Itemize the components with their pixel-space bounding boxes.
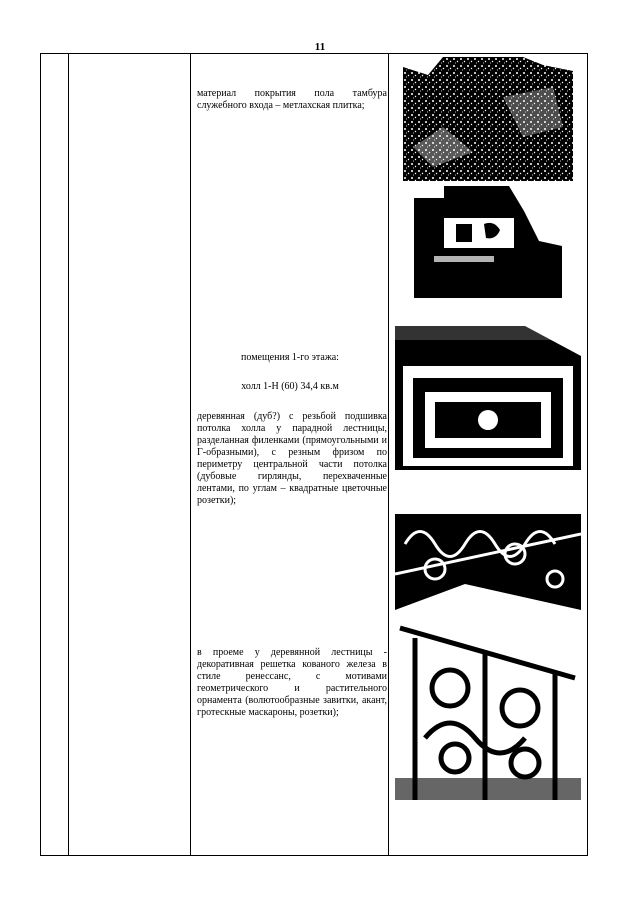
column-divider bbox=[388, 54, 389, 855]
floor-heading: помещения 1-го этажа: bbox=[241, 352, 339, 363]
ceiling-description: деревянная (дуб?) с резьбой подшивка потолка холла у парадной лестницы, разделанная филенками (прямоугольными и Г-образными), с резным фризом по периметру центральной части потолка (дубовые гирлянды, перехваченные лентами, по углам – квадратные цветочные розетки); bbox=[197, 411, 387, 506]
doorway-photo bbox=[414, 186, 562, 298]
column-divider bbox=[68, 54, 69, 855]
page-number: 11 bbox=[314, 41, 326, 53]
hall-heading: холл 1-Н (60) 34,4 кв.м bbox=[241, 381, 339, 392]
grille-photo bbox=[395, 618, 581, 800]
grille-description: в проеме у деревянной лестницы - декоративная решетка кованого железа в стиле ренессанс, с мотивами геометрического и растительного орнамента (волютообразные завитки, акант, гротескные маскароны, розетки); bbox=[197, 647, 387, 718]
ceiling-photo bbox=[395, 326, 581, 470]
floor-tile-photo bbox=[403, 57, 573, 181]
railing-photo bbox=[395, 474, 581, 610]
floor-tile-description: материал покрытия пола тамбура служебного входа – метлахская плитка; bbox=[197, 88, 387, 111]
column-divider bbox=[190, 54, 191, 855]
